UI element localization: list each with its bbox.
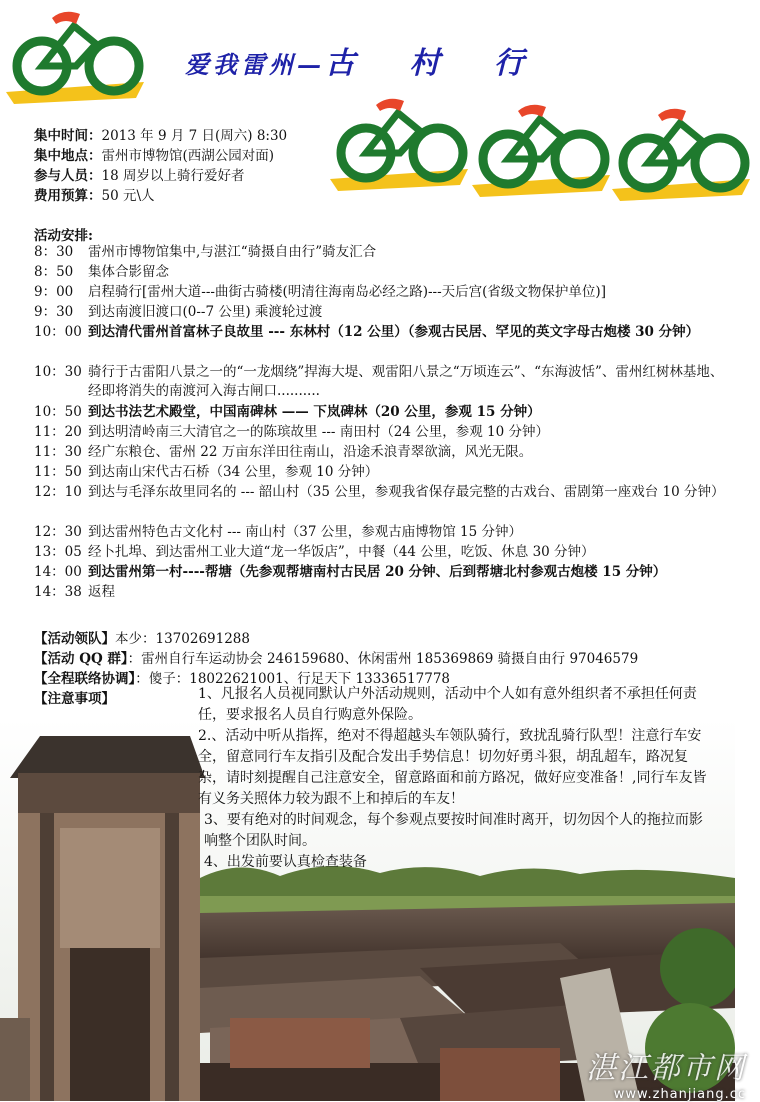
contact-label: 【活动 QQ 群】 — [34, 651, 128, 667]
note-item: 3、要有绝对的时间观念，每个参观点要按时间准时离开，切勿因个人的拖拉而影响整个团队时间。 — [204, 812, 703, 849]
schedule-time: 11：30 — [34, 444, 82, 460]
contact-label: 【全程联络协调】 — [34, 671, 136, 687]
info-label: 集中地点： — [34, 148, 102, 164]
schedule-text: 到达与毛泽东故里同名的 --- 韶山村（35 公里，参观我省保存最完整的古戏台、雷剧第一座戏台 10 分钟） — [88, 484, 725, 500]
info-label: 费用预算： — [34, 188, 102, 204]
info-row — [34, 164, 244, 184]
schedule-time: 14：38 — [34, 584, 82, 600]
contact-row — [34, 647, 638, 667]
title-main: 古 村 行 — [325, 46, 546, 81]
schedule-text: 返程 — [88, 584, 115, 600]
schedule-text: 到达南山宋代古石桥（34 公里，参观 10 分钟） — [88, 464, 379, 480]
schedule-text: 到达南渡旧渡口(0--7 公里) 乘渡轮过渡 — [88, 304, 323, 320]
schedule-time: 14：00 — [34, 564, 82, 580]
schedule-time: 9：00 — [34, 284, 74, 300]
schedule-time: 8：50 — [34, 264, 74, 280]
schedule-text: 到达雷州特色古文化村 --- 南山村（37 公里，参观古庙博物馆 15 分钟） — [88, 524, 522, 540]
schedule-text: 经广东粮仓、雷州 22 万亩东洋田往南山，沿途禾浪青翠欲滴，风光无限。 — [88, 444, 533, 460]
title-prefix: 爱我雷州— — [185, 50, 325, 79]
schedule-text: 雷州市博物馆集中,与湛江“骑摄自由行”骑友汇合 — [88, 244, 377, 260]
info-value: 雷州市博物馆(西湖公园对面) — [101, 148, 275, 164]
note-item: 1、凡报名人员视同默认户外活动规则，活动中个人如有意外组织者不承担任何责任，要求报名人员自行购意外保险。 — [198, 686, 697, 723]
schedule-text: 启程骑行[雷州大道---曲街古骑楼(明清往海南岛必经之路)---天后宫(省级文物保护单位)] — [88, 284, 606, 300]
schedule-text: 到达清代雷州首富林子良故里 --- 东林村（12 公里）（参观古民居、罕见的英文字母古炮楼 30 分钟） — [88, 324, 700, 340]
watermark-cn: 湛江都市网 — [586, 1051, 746, 1086]
schedule-text: 骑行于古雷阳八景之一的“一龙烟绕”捍海大堤、观雷阳八景之“万顷连云”、“东海波恬”、雷州红树林基地、经即将消失的南渡河入海古闸口.......... — [88, 364, 724, 399]
info-label: 参与人员： — [34, 168, 102, 184]
info-value: 50 元\人 — [101, 188, 155, 204]
cyclist-logo-icon — [328, 86, 478, 196]
schedule-time: 11：20 — [34, 424, 82, 440]
note-item: 2.、活动中听从指挥，绝对不得超越头车领队骑行，致扰乱骑行队型！注意行车安全，留意同行车友指引及配合发出手势信息！切勿好勇斗狠，胡乱超车，路况复杂，请时刻提醒自己注意安全，留意路面和前方路况，做好应变准备！,同行车友皆有义务关照体力较为跟不上和掉后的车友！ — [198, 728, 707, 807]
schedule-time: 9：30 — [34, 304, 74, 320]
contact-value: ：傻子：18022621001、行足天下 13336517778 — [135, 671, 451, 687]
schedule-text: 经卜扎埠、到达雷州工业大道“龙一华饭店”，中餐（44 公里，吃饭、休息 30 分钟） — [88, 544, 595, 560]
schedule-time: 12：30 — [34, 524, 82, 540]
schedule-time: 11：50 — [34, 464, 82, 480]
cyclist-logo-icon — [470, 92, 620, 202]
schedule-time: 8：30 — [34, 244, 74, 260]
cyclist-logo-icon — [610, 96, 760, 206]
contact-value: 本少：13702691288 — [115, 631, 250, 647]
site-watermark — [586, 1043, 746, 1102]
info-label: 集中时间： — [34, 128, 102, 144]
contact-label: 【活动领队】 — [34, 631, 115, 647]
contact-value: ：雷州自行车运动协会 246159680、休闲雷州 185369869 骑摄自由行 97046579 — [127, 651, 639, 667]
info-row — [34, 124, 287, 144]
page-title — [185, 38, 546, 82]
schedule-time: 10：50 — [34, 404, 82, 420]
info-value: 2013 年 9 月 7 日(周六) 8:30 — [101, 128, 288, 144]
schedule-heading: 活动安排: — [34, 228, 93, 244]
schedule-time: 12：10 — [34, 484, 82, 500]
schedule-time: 10：00 — [34, 324, 82, 340]
info-value: 18 周岁以上骑行爱好者 — [101, 168, 245, 184]
note-item: 4、出发前要认真检查装备 — [204, 854, 367, 870]
info-row — [34, 184, 155, 204]
watermark-url: www.zhanjiang.cc — [613, 1087, 746, 1102]
schedule-time: 13：05 — [34, 544, 82, 560]
info-row — [34, 144, 274, 164]
cyclist-logo-icon — [4, 4, 154, 104]
contact-label: 【注意事项】 — [34, 691, 115, 707]
schedule-text: 到达雷州第一村----帮塘（先参观帮塘南村古民居 20 分钟、后到帮塘北村参观古炮楼 15 分钟） — [88, 564, 667, 580]
contact-row — [34, 627, 250, 647]
schedule-text: 到达明清岭南三大清官之一的陈瑸故里 --- 南田村（24 公里，参观 10 分钟） — [88, 424, 549, 440]
schedule-text: 到达书法艺术殿堂，中国南碑林 —— 下岚碑林（20 公里，参观 15 分钟） — [88, 404, 541, 420]
contact-row — [34, 687, 115, 707]
schedule-text: 集体合影留念 — [88, 264, 169, 280]
schedule-time: 10：30 — [34, 364, 82, 380]
